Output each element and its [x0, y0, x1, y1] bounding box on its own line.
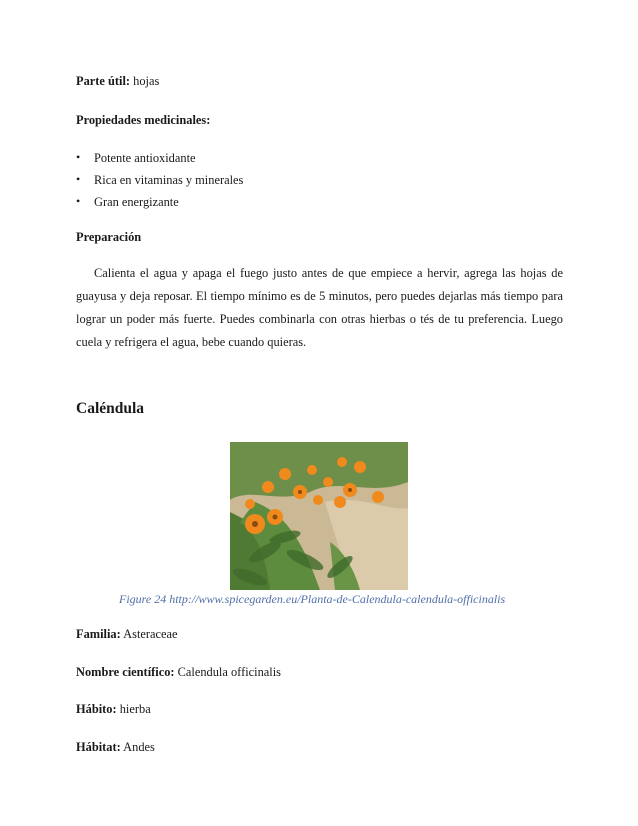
field-label: Hábitat: — [76, 740, 121, 754]
field-habito — [76, 702, 151, 717]
preparacion-heading: Preparación — [76, 230, 142, 244]
field-value: hierba — [119, 702, 151, 716]
section-title: Caléndula — [76, 400, 145, 417]
field-label: Nombre científico: — [76, 665, 175, 679]
field-label: Familia: — [76, 627, 121, 641]
field-familia — [76, 627, 178, 642]
list-item: Potente antioxidante — [94, 151, 196, 165]
field-habitat — [76, 740, 155, 755]
preparacion-text: Calienta el agua y apaga el fuego justo antes de que empiece a hervir, agrega las hojas de guayusa y deja reposar. El tiempo mínimo es de 5 minutos, pero puedes dejarlas más tiempo para lograr un poder más fuerte. Puedes combinarla con otras hierbas o tés de tu preferencia. Luego cuela y refrigera el agua, bebe cuando quieras. — [76, 266, 563, 349]
parte-util-value: hojas — [133, 74, 160, 88]
preparacion-paragraph — [76, 262, 563, 354]
list-item: Rica en vitaminas y minerales — [94, 173, 244, 187]
field-value: Calendula officinalis — [177, 665, 281, 679]
parte-util-label: Parte útil: — [76, 74, 131, 88]
field-label: Hábito: — [76, 702, 117, 716]
calendula-illustration — [230, 442, 408, 590]
list-item: Gran energizante — [94, 195, 179, 209]
calendula-photo — [230, 442, 408, 590]
bullet-icon: • — [76, 194, 81, 208]
field-value: Andes — [123, 740, 155, 754]
bullet-icon: • — [76, 172, 81, 186]
field-nombre-cientifico — [76, 665, 281, 680]
parte-util-line — [76, 74, 159, 89]
field-value: Asteraceae — [123, 627, 178, 641]
bullet-icon: • — [76, 150, 81, 164]
propiedades-heading: Propiedades medicinales: — [76, 113, 211, 127]
figure-caption: Figure 24 http://www.spicegarden.eu/Planta-de-Calendula-calendula-officinalis — [119, 592, 506, 606]
